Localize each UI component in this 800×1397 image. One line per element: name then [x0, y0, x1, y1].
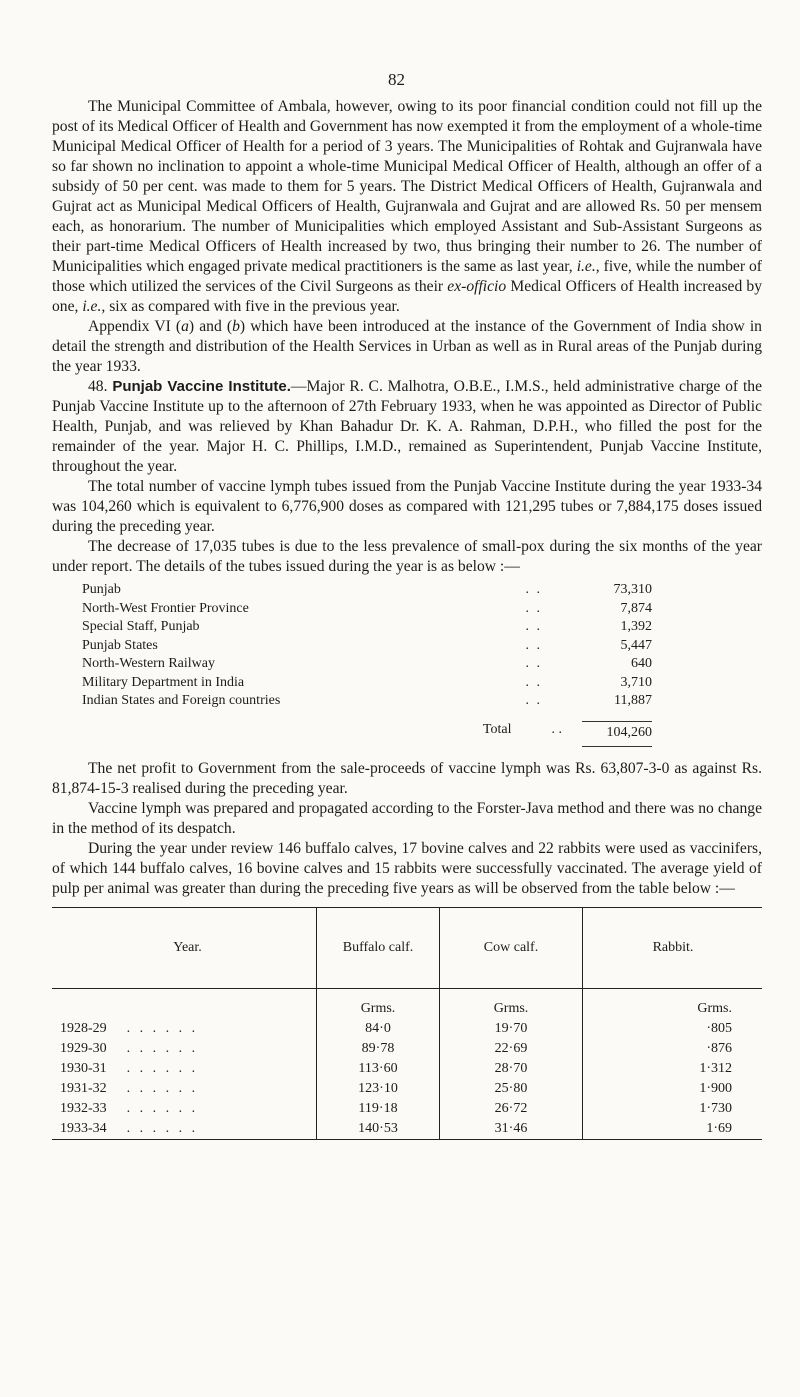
paragraph-method: Vaccine lymph was prepared and propagated according to the Forster-Java method and there was no change in the method of its despatch. — [52, 800, 762, 837]
tubes-distribution-list — [82, 581, 652, 747]
table-row: 1932-33 . . . . . . 119·18 26·72 1·730 — [52, 1099, 762, 1119]
list-item: Special Staff, Punjab . . 1,392 — [82, 619, 652, 634]
header-cow-calf: Cow calf. — [440, 908, 583, 989]
table-row: 1931-32 . . . . . . 123·10 25·80 1·900 — [52, 1079, 762, 1099]
header-buffalo-calf: Buffalo calf. — [317, 908, 440, 989]
header-rabbit: Rabbit. — [583, 908, 763, 989]
paragraph-tubes-issued: The total number of vaccine lymph tubes issued from the Punjab Vaccine Institute during the year 1933-34 was 104,260 which is equivalent to 6,776,900 doses as compared with 121,295 tubes or 7,884,175 doses issued during the preceding year. — [52, 478, 762, 535]
list-item: Military Department in India . . 3,710 — [82, 674, 652, 690]
table-row: 1930-31 . . . . . . 113·60 28·70 1·312 — [52, 1059, 762, 1079]
paragraph-municipal: The Municipal Committee of Ambala, however, owing to its poor financial condition could not fill up the post of its Medical Officer of Health and Government has now exempted it from the employment of a whole-time Municipal Medical Officer of Health for a period of 3 years. The Municipalities of Rohtak and Gujranwala have so far shown no inclination to appoint a whole-time Municipal Medical Officer of Health, although an offer of a subsidy of 50 per cent. was made to them for 5 years. The District Medical Officers of Health, Gujranwala and Gujrat act as Municipal Medical Officers of Health, Gujranwala and Gujrat and are allowed Rs. 50 per mensem each, as honorarium. The number of Municipalities which employed Assistant and Sub-Assistant Surgeons as their part-time Medical Officers of Health increased by two, thus bringing their number to 26. The number of Municipalities which engaged private medical practitioners is the same as last year, i.e., five, while the number of those which utilized the services of the Civil Surgeons as their ex-officio Medical Officers of Health increased by one, i.e., six as compared with five in the previous year. — [52, 98, 763, 315]
table-row: 1928-29 . . . . . . 84·0 19·70 ·805 — [52, 1019, 762, 1039]
units-row: Grms. Grms. Grms. — [52, 989, 762, 1020]
total-underline — [582, 742, 652, 747]
paragraph-vaccine-institute: 48. Punjab Vaccine Institute.—Major R. C. Malhotra, O.B.E., I.M.S., held administrative charge of the Punjab Vaccine Institute up to the afternoon of 27th February 1933, when he was appointed as Director of Public Health, Punjab, and was relieved by Khan Bahadur Dr. K. A. Rahman, D.P.H., who filled the post for the remainder of the year. Major H. C. Phillips, I.M.D., remained as Superintendent, Punjab Vaccine Institute, throughout the year. — [52, 378, 762, 475]
list-item: North-West Frontier Province . . 7,874 — [82, 600, 652, 616]
page-number: 82 — [388, 70, 405, 89]
paragraph-decrease: The decrease of 17,035 tubes is due to the less prevalence of small-pox during the six months of the year under report. The details of the tubes issued during the year is as below :— — [52, 538, 762, 575]
list-item: Punjab . . 73,310 — [82, 582, 652, 597]
paragraph-net-profit: The net profit to Government from the sale-proceeds of vaccine lymph was Rs. 63,807-3-0 as against Rs. 81,874-15-3 realised during the preceding year. — [52, 760, 762, 797]
table-row: 1933-34 . . . . . . 140·53 31·46 1·69 — [52, 1119, 762, 1140]
list-item: Punjab States . . 5,447 — [82, 637, 652, 653]
table-header-row — [52, 908, 762, 989]
total-value: 104,260 — [582, 721, 652, 743]
table-row: 1929-30 . . . . . . 89·78 22·69 ·876 — [52, 1039, 762, 1059]
header-year: Year. — [52, 908, 317, 989]
paragraph-vaccinifers: During the year under review 146 buffalo calves, 17 bovine calves and 22 rabbits were used as vaccinifers, of which 144 buffalo calves, 16 bovine calves and 15 rabbits were successfully vaccinated. The average yield of pulp per animal was greater than during the preceding five years as will be observed from the table below :— — [52, 840, 762, 897]
total-label: Total — [482, 721, 512, 737]
paragraph-appendix: Appendix VI (a) and (b) which have been introduced at the instance of the Government of India show in detail the strength and distribution of the Health Services in Urban as well as in Rural areas of the Punjab during the year 1933. — [52, 318, 762, 375]
section-number: 48. — [88, 378, 108, 395]
page-body — [52, 97, 762, 1140]
tubes-total-row: Total . . 104,260 — [82, 721, 652, 743]
section-heading: Punjab Vaccine Institute. — [112, 378, 291, 395]
pulp-yield-table — [52, 907, 762, 1140]
list-item: North-Western Railway . . 640 — [82, 656, 652, 671]
list-item: Indian States and Foreign countries . . 11,887 — [82, 693, 652, 708]
